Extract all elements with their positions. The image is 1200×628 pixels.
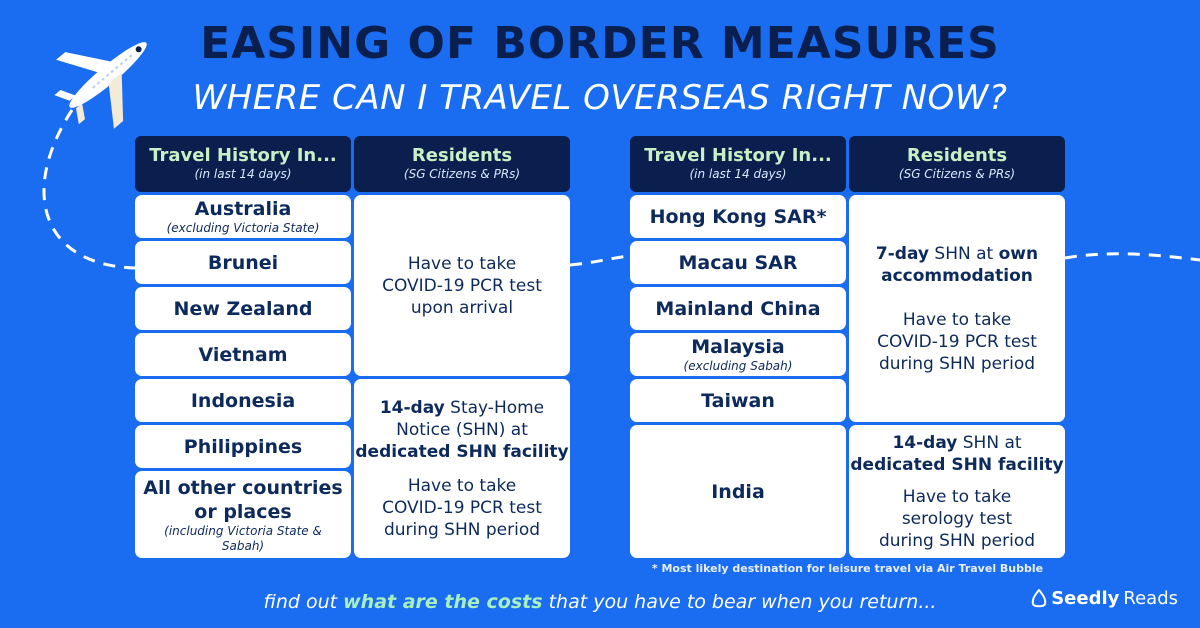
country-taiwan [630,379,846,422]
caption-text: find out [263,591,344,613]
header-travel-history-sub: (in last 14 days) [689,167,787,181]
country-name: Hong Kong SAR* [649,205,827,228]
country-name: Philippines [183,435,303,458]
measure-text: Have to take [407,253,517,274]
header-residents-sub: (SG Citizens & PRs) [898,167,1016,181]
header-residents [849,136,1065,192]
measure-text: during SHN period [383,519,541,540]
country-name: Taiwan [701,389,775,412]
country-name: Macau SAR [678,251,798,274]
country-indonesia [135,379,351,422]
country-name: New Zealand [173,297,313,320]
measure-text: Have to take [902,486,1012,507]
header-residents-title: Residents [906,145,1008,166]
measure-text: Stay-Home [444,397,545,418]
measure-bold: own [998,243,1039,264]
residents-measure-shn-facility [354,379,570,558]
measure-bold: 14-day [379,397,445,418]
country-all-others [135,471,351,558]
country-name: Indonesia [190,389,296,412]
measure-text: SHN at [929,243,999,264]
country-name: Brunei [207,251,279,274]
header-residents [354,136,570,192]
country-hong-kong [630,195,846,238]
country-philippines [135,425,351,468]
caption-highlight: what are the costs [343,591,543,613]
measure-bold: dedicated SHN facility [355,441,569,462]
header-residents-sub: (SG Citizens & PRs) [403,167,521,181]
measure-text: during SHN period [878,530,1036,551]
page-subtitle: WHERE CAN I TRAVEL OVERSEAS RIGHT NOW? [192,78,1008,118]
header-travel-history [135,136,351,192]
measure-bold: dedicated SHN facility [850,454,1064,475]
seed-icon [1031,589,1047,609]
residents-measure-own-accommodation [849,195,1065,422]
measure-text: upon arrival [410,297,514,318]
measure-text: during SHN period [878,353,1036,374]
country-note: (excluding Sabah) [683,359,793,373]
brand-name: Seedly [1051,588,1120,609]
header-travel-history-title: Travel History In... [644,145,832,166]
measure-bold: 14-day [892,432,958,453]
measure-text: COVID-19 PCR test [382,497,542,518]
country-note: (excluding Victoria State) [166,221,320,235]
measure-text: SHN at [957,432,1022,453]
page-title: EASING OF BORDER MEASURES [200,18,1000,69]
country-brunei [135,241,351,284]
residents-measure-serology [849,425,1065,558]
measure-text: Notice (SHN) at [396,419,528,440]
measure-text: COVID-19 PCR test [877,331,1037,352]
country-name: India [711,480,765,503]
country-malaysia [630,333,846,376]
country-india [630,425,846,558]
brand-logo [1031,588,1178,609]
header-travel-history-sub: (in last 14 days) [194,167,292,181]
country-new-zealand [135,287,351,330]
caption-text: that you have to bear when you return... [542,591,937,613]
measure-bold: accommodation [881,265,1033,286]
measure-bold: 7-day [875,243,929,264]
footnote: * Most likely destination for leisure travel via Air Travel Bubble [651,562,1044,575]
country-australia [135,195,351,238]
header-travel-history [630,136,846,192]
country-macau [630,241,846,284]
measure-text: COVID-19 PCR test [382,275,542,296]
measure-text: Have to take [902,309,1012,330]
country-name: Malaysia [691,336,785,358]
brand-name-suffix: Reads [1123,588,1178,609]
header-residents-title: Residents [411,145,513,166]
country-name: All other countries or places [143,476,343,523]
measure-text: Have to take [407,475,517,496]
country-name: Mainland China [655,297,821,320]
measure-text: serology test [901,508,1013,529]
header-travel-history-title: Travel History In... [149,145,337,166]
bottom-caption [0,591,1200,613]
country-vietnam [135,333,351,376]
country-name: Australia [194,198,292,220]
country-note: (including Victoria State & Sabah) [164,523,322,553]
residents-measure-pcr [354,195,570,376]
country-name: Vietnam [198,343,288,366]
country-mainland-china [630,287,846,330]
